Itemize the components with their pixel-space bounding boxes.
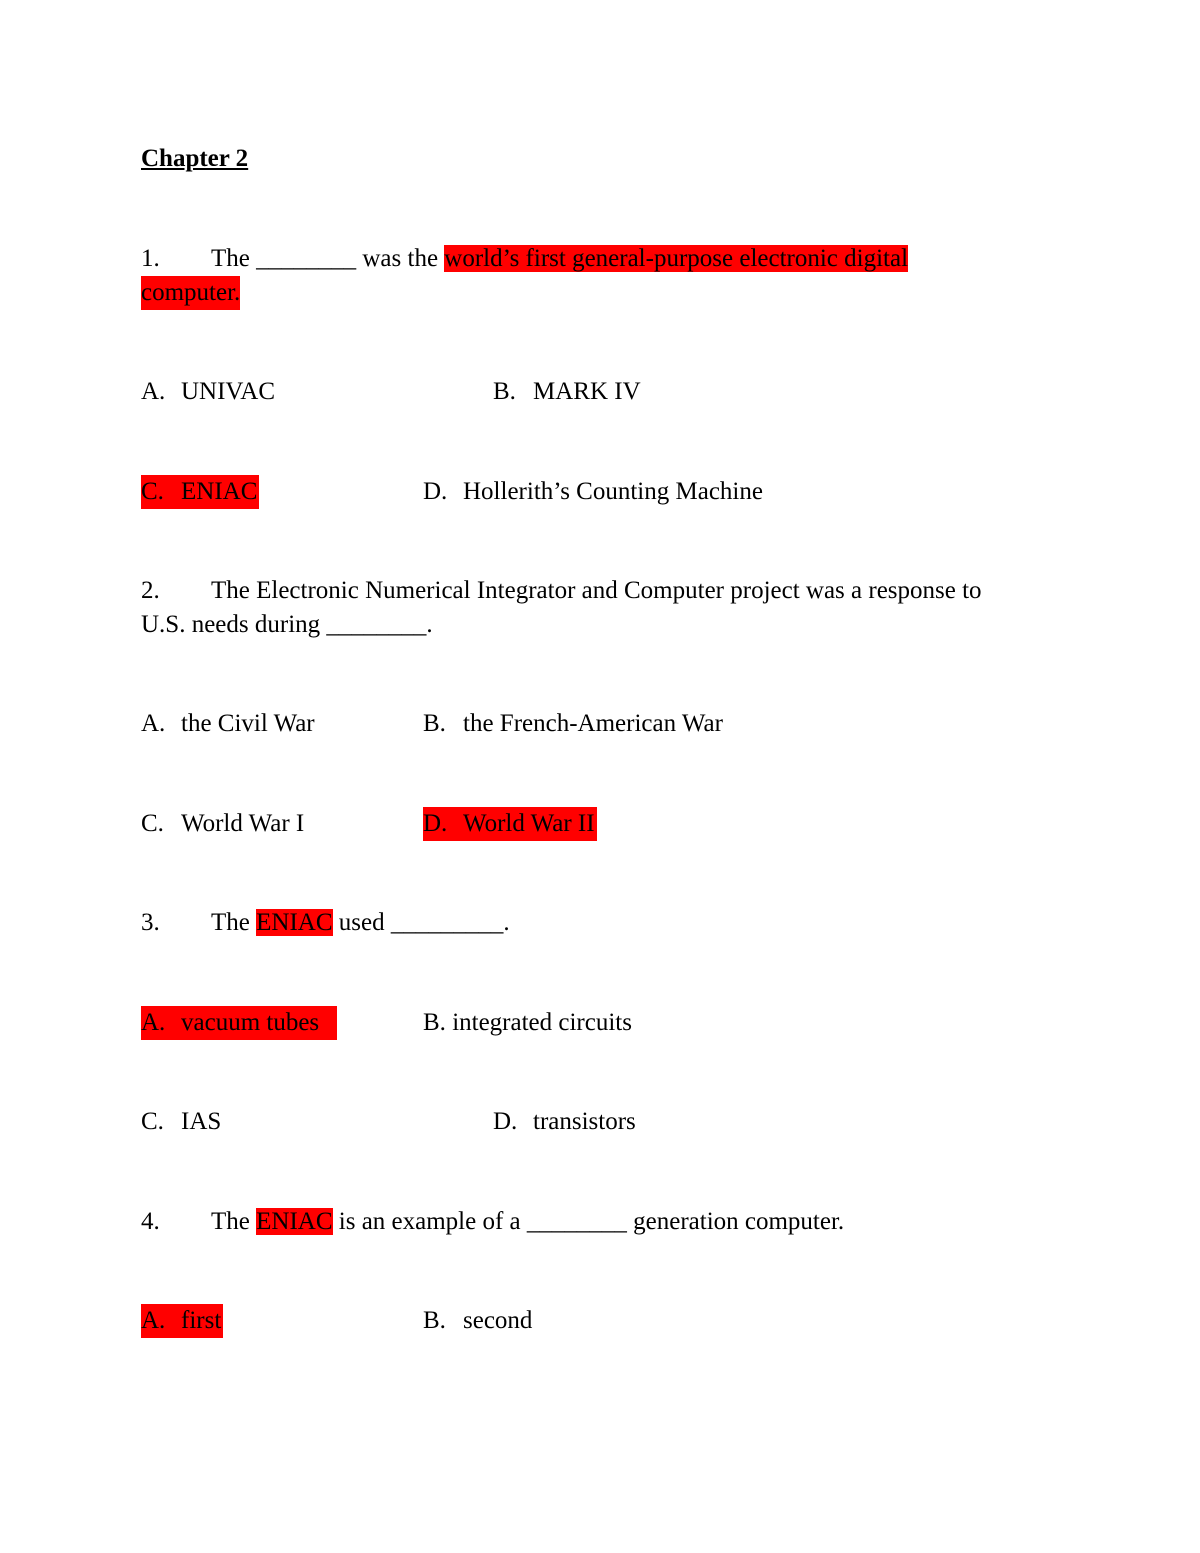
- stem-text: is an example of a ________ generation computer.: [338, 1208, 845, 1235]
- option-letter: B.: [493, 378, 516, 405]
- question-stem: The Electronic Numerical Integrator and Computer project was a response to: [211, 577, 982, 604]
- option-c: [141, 807, 304, 841]
- option-text: UNIVAC: [181, 378, 275, 405]
- option-letter: A.: [141, 710, 166, 737]
- option-letter: C.: [141, 1108, 164, 1135]
- option-text: IAS: [181, 1108, 222, 1135]
- option-text: World War II: [463, 810, 595, 837]
- option-text: first: [181, 1307, 222, 1334]
- option-text: ENIAC: [181, 478, 258, 505]
- stem-text: used _________.: [338, 909, 510, 936]
- option-c-correct: [141, 475, 259, 509]
- option-b: [423, 707, 723, 741]
- option-letter: B.: [423, 1307, 446, 1334]
- option-b: [423, 1304, 532, 1338]
- option-letter: A.: [141, 1009, 166, 1036]
- question-number: 2.: [141, 577, 160, 604]
- option-letter: D.: [493, 1108, 518, 1135]
- option-letter: D.: [423, 810, 448, 837]
- option-letter: B.: [423, 710, 446, 737]
- option-d: [423, 475, 763, 509]
- option-text: Hollerith’s Counting Machine: [463, 478, 763, 505]
- option-a-correct: [141, 1006, 337, 1040]
- option-text: transistors: [533, 1108, 636, 1135]
- option-b: [423, 1006, 632, 1040]
- option-d-correct: [423, 807, 597, 841]
- option-letter: C.: [141, 810, 164, 837]
- option-letter: C.: [141, 478, 164, 505]
- chapter-title: Chapter 2: [141, 145, 249, 172]
- question-stem: U.S. needs during ________.: [141, 611, 433, 638]
- option-text: the Civil War: [181, 710, 315, 737]
- question-stem: [211, 1205, 844, 1239]
- option-a-correct: [141, 1304, 223, 1338]
- option-a: [141, 375, 275, 409]
- answer-highlight: world’s first general-purpose electronic digital: [444, 245, 909, 272]
- question-number: 3.: [141, 909, 160, 936]
- answer-highlight: computer.: [141, 276, 240, 310]
- option-text: integrated circuits: [452, 1009, 632, 1036]
- option-text: World War I: [181, 810, 305, 837]
- option-letter: D.: [423, 478, 448, 505]
- option-letter: A.: [141, 1307, 166, 1334]
- option-text: MARK IV: [533, 378, 641, 405]
- question-number: 4.: [141, 1208, 160, 1235]
- option-text: the French-American War: [463, 710, 723, 737]
- question-stem: [211, 242, 908, 276]
- stem-text: The ________ was the: [211, 245, 439, 272]
- option-text: vacuum tubes: [181, 1009, 320, 1036]
- stem-text: The: [211, 909, 250, 936]
- option-letter: B.: [423, 1009, 446, 1036]
- term-highlight: ENIAC: [256, 909, 333, 936]
- option-a: [141, 707, 315, 741]
- question-stem: [211, 906, 510, 940]
- option-letter: A.: [141, 378, 166, 405]
- option-b: [493, 375, 641, 409]
- question-number: 1.: [141, 245, 160, 272]
- option-c: [141, 1105, 221, 1139]
- term-highlight: ENIAC: [256, 1208, 333, 1235]
- option-d: [493, 1105, 636, 1139]
- stem-text: The: [211, 1208, 250, 1235]
- option-text: second: [463, 1307, 533, 1334]
